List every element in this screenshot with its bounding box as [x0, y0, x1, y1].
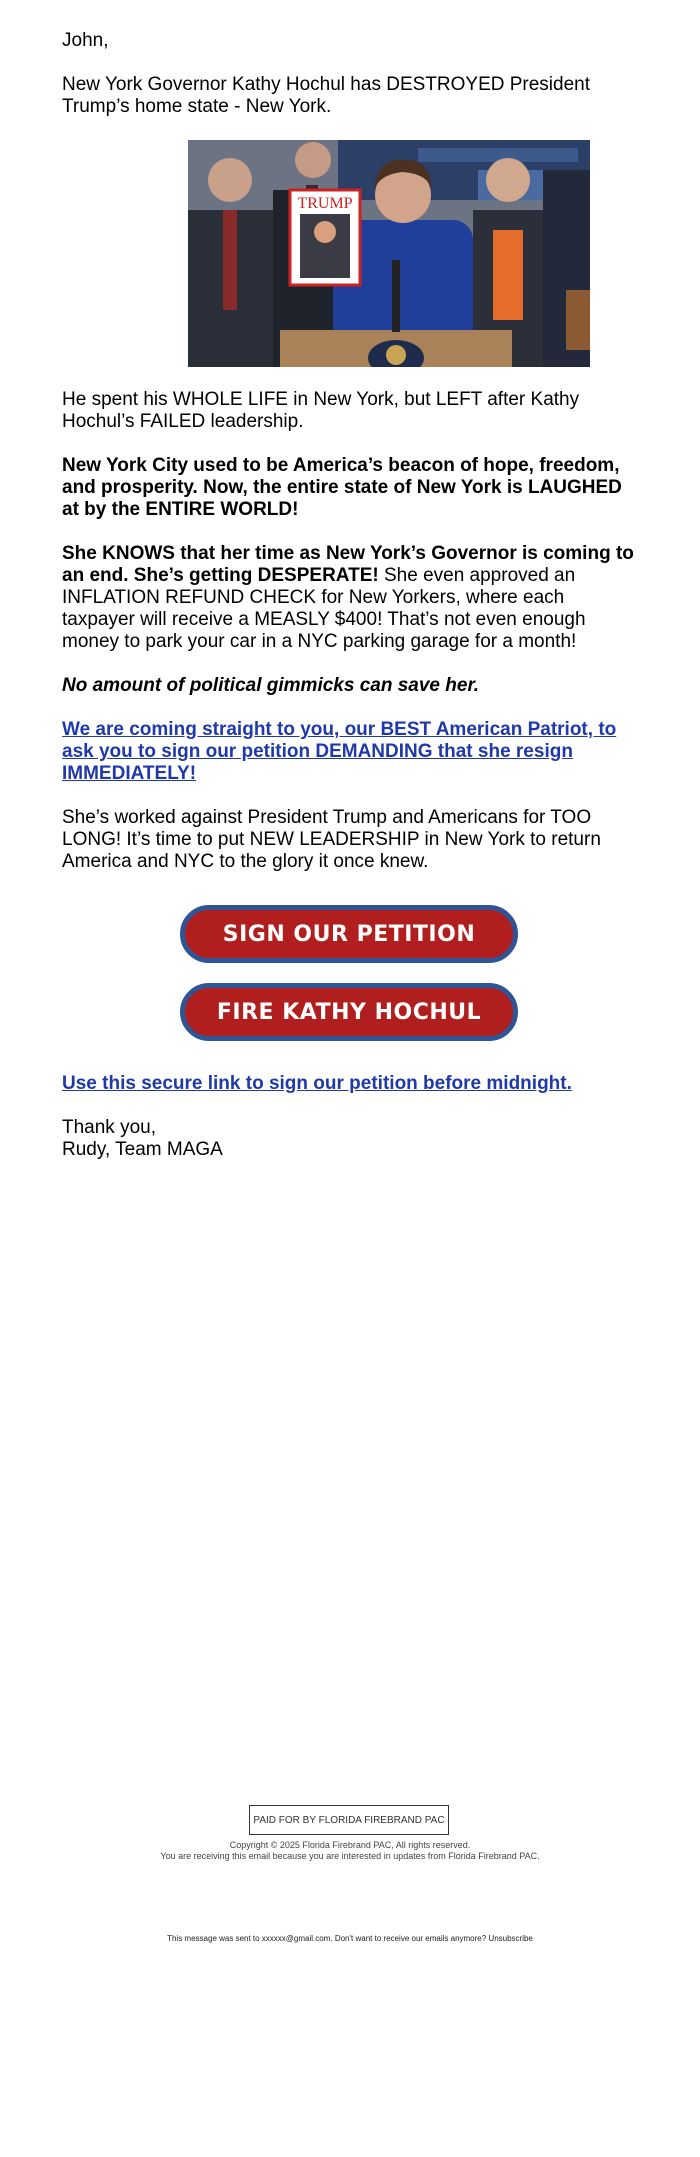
paragraph-desperate-bold: She KNOWS that her time as New York’s Governor is coming to an end. She’s getting DESPERATE! [62, 543, 634, 586]
hochul-press-conference-photo [188, 140, 590, 367]
paragraph-beacon: New York City used to be America’s beacon of hope, freedom, and prosperity. Now, the entire state of New York is LAUGHED at by the ENTIRE WORLD! [62, 455, 622, 520]
paragraph-leadership: She’s worked against President Trump and Americans for TOO LONG! It’s time to put NEW LEADERSHIP in New York to return America and NYC to the glory it once knew. [62, 807, 601, 872]
signoff: Thank you, [62, 1117, 156, 1138]
footer-unsubscribe-line[interactable]: This message was sent to xxxxxx@gmail.com. Don't want to receive our emails anymore? Unsubscribe [167, 1934, 533, 1943]
paragraph-desperate-rest: She even approved an INFLATION REFUND CHECK for New Yorkers, where each taxpayer will receive a MEASLY $400! That’s not even enough money to park your car in a NYC parking garage for a month! [62, 565, 586, 652]
petition-cta-link[interactable]: We are coming straight to you, our BEST American Patriot, to ask you to sign our petition DEMANDING that she resign IMMEDIATELY! [62, 719, 617, 784]
paragraph-gimmicks: No amount of political gimmicks can save her. [62, 675, 480, 696]
press-photo-illustration [188, 140, 590, 367]
footer-reason: You are receiving this email because you are interested in updates from Florida Firebrand PAC. [160, 1851, 540, 1861]
footer-copyright: Copyright © 2025 Florida Firebrand PAC, All rights reserved. [229, 1840, 471, 1850]
intro-paragraph: New York Governor Kathy Hochul has DESTROYED President Trump’s home state - New York. [62, 74, 591, 117]
paragraph-whole-life: He spent his WHOLE LIFE in New York, but LEFT after Kathy Hochul’s FAILED leadership. [62, 389, 580, 432]
paid-for-disclaimer: PAID FOR BY FLORIDA FIREBRAND PAC [249, 1805, 449, 1835]
magazine-title: TRUMP [297, 195, 353, 212]
sign-petition-button[interactable]: SIGN OUR PETITION [180, 905, 518, 963]
fire-hochul-button[interactable]: FIRE KATHY HOCHUL [180, 983, 518, 1041]
paragraph-desperate [62, 543, 638, 653]
signature: Rudy, Team MAGA [62, 1139, 223, 1160]
secure-petition-link[interactable]: Use this secure link to sign our petition before midnight. [62, 1073, 572, 1094]
greeting: John, [62, 30, 109, 51]
